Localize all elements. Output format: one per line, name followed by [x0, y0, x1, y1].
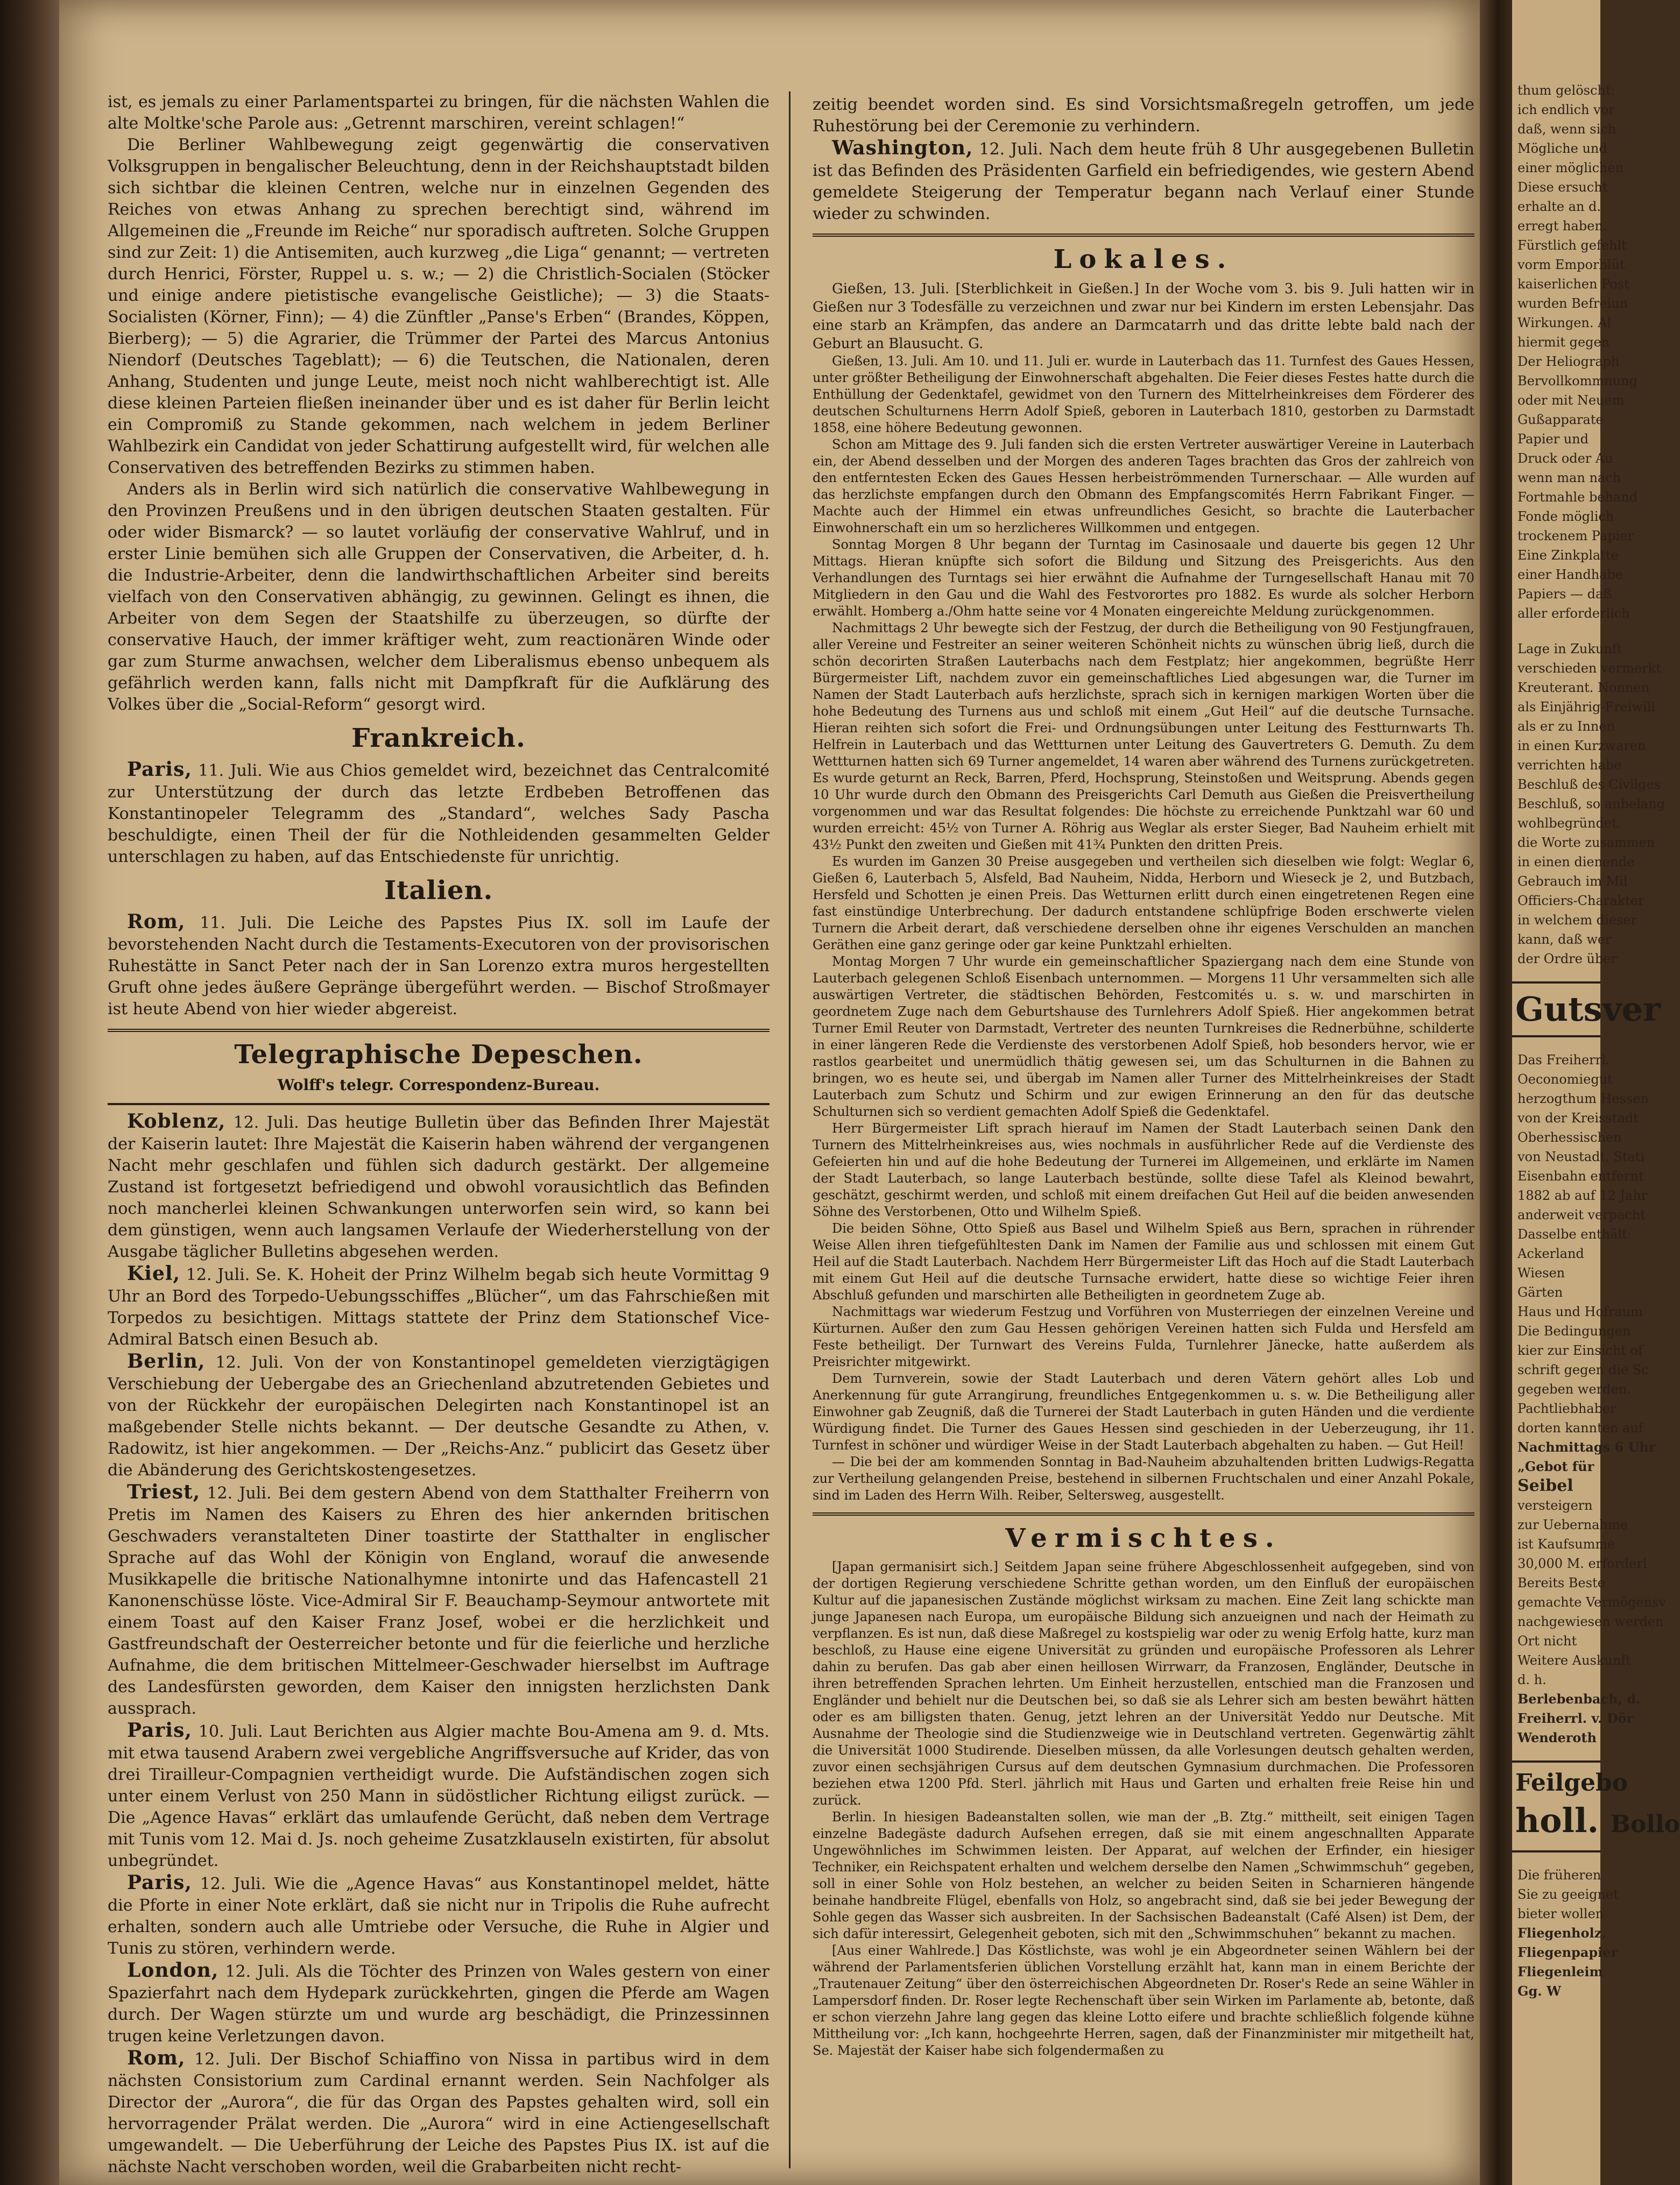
local-paragraph: — Die bei der am kommenden Sonntag in Bad-Nauheim abzuhaltenden britten Ludwigs-Regatta zur Vertheilung gelangenden Preise, bestehend in silbernen Fruchtschalen und einer Anzahl Pokale, sind im Laden des Herrn Wilh. Reiber, Seltersweg, ausgestellt. — [813, 1454, 1474, 1503]
article-paragraph: Anders als in Berlin wird sich natürlich die conservative Wahlbewegung in den Provinzen Preußens und in den übrigen deutschen Staaten gestalten. Für oder wider Bismarck? — so lautet vorläufig der conservative Wahlruf, und in erster Linie bemühen sich alle Gruppen der Conservativen, die Arbeiter, d. h. die Industrie-Arbeiter, denn die landwirthschaftlichen Arbeiter sind bereits vielfach von den Conservativen abhängig, zu gewinnen. Gelingt es ihnen, die Arbeiter von dem Segen der Staatshilfe zu überzeugen, so dürfte der conservative Hauch, der immer kräftiger weht, zum reactionären Winde oder gar zum Sturme anwachsen, welcher dem Liberalismus ebenso unbequem als gefährlich werden kann, falls nicht mit Dampfkraft für die Aufklärung des Volkes über die „Social-Reform“ gesorgt wird. — [108, 480, 770, 714]
page-gutter — [1480, 0, 1512, 2185]
misc-paragraph: [Japan germanisirt sich.] Seitdem Japan seine frühere Abgeschlossenheit aufgegeben, sind von der dortigen Regierung verschiedene Schritte gethan worden, um den Einfluß der europäischen Kultur auf die japanesischen Zustände möglichst wirksam zu machen. Eine Zeit lang schickte man junge Japanesen nach Europa, um europäische Bildung sich anzueignen und nach der Heimath zu verpflanzen. Es ist nun, daß diese Maßregel zu kostspielig war oder zu wenig Erfolg hatte, kurz man beschloß, zu Hause eine eigene Universität zu gründen und europäische Professoren als Lehrer dahin zu berufen. Das gab aber einen heillosen Wirrwarr, da Franzosen, Engländer, Deutsche in ihren betreffenden Sprachen lehrten. Um Einheit herzustellen, entschied man die Franzosen und Engländer und behielt nur die Deutschen bei, so daß sie als Lehrer sich am besten bewährt hätten oder es am billigsten thaten. Genug, jetzt lehren an der Universität Yeddo nur Deutsche. Mit Ausnahme der Theologie sind die Studienzweige wie in Deutschland vertreten. Gegenwärtig zählt die Universität 1000 Studirende. Dieselben müssen, da alle Vorlesungen deutsch gehalten werden, zuvor einen sechsjährigen Cursus auf dem deutschen Gymnasium durchmachen. Die Professoren beziehen etwa 1200 Pfd. Sterl. jährlich mit Haus und Garten und erhalten freie Reise hin und zurück. — [813, 1559, 1474, 1808]
dispatch-text: 12. Juli. Das heutige Bulletin über das Befinden Ihrer Majestät der Kaiserin lautet: Ihre Majestät die Kaiserin haben während der vergangenen Nacht mehr geschlafen und fühlen sich dadurch gestärkt. Der allgemeine Zustand ist fortgesetzt befriedigend und obwohl vorausichtlich das Befinden noch mancherlei kleinen Schwankungen unterworfen sein wird, so kann bei dem günstigen, wenn auch langsamen Verlaufe der Wiederherstellung von der Ausgabe täglicher Bulletins abgesehen werden. — [108, 1113, 770, 1261]
next-page-text-bottom: Die früheren Sie zu geeignet bieter wollen Fliegenholz, Fliegenpapier Fliegenleim Gg. W — [1517, 1868, 1619, 1999]
local-paragraph: Gießen, 13. Juli. Am 10. und 11. Juli er. wurde in Lauterbach das 11. Turnfest des Gaues Hessen, unter größter Betheiligung der Einwohnerschaft abgehalten. Die Feier dieses Festes hatte durch die Enthüllung der Gedenktafel, gewidmet von den Turnern des Mittelrheinkreises dem Förderer des deutschen Schulturnens Herrn Adolf Spieß, geboren in Lauterbach 1810, gestorben zu Darmstadt 1858, eine höhere Bedeutung gewonnen. — [813, 353, 1474, 435]
local-paragraph: Schon am Mittage des 9. Juli fanden sich die ersten Vertreter auswärtiger Vereine in Lauterbach ein, der Abend desselben und der Morgen des anderen Tages brachten das Gros der zahlreich von den entferntesten Ecken des Gaues Hessen herbeiströmmenden Turnerschaar. — Alle wurden auf das herzlichste empfangen durch den Obmann des Empfangscomités Herrn Fabrikant Finger. — Machte auch der Himmel ein etwas unfreundliches Gesicht, so brachte die Lauterbacher Einwohnerschaft ein um so herzlicheres Willkommen und entgegen. — [813, 437, 1474, 535]
misc-paragraph: Berlin. In hiesigen Badeanstalten sollen, wie man der „B. Ztg.“ mittheilt, seit einigen Tagen einzelne Badegäste dadurch Aufsehen erregen, daß sie mit einem angeschnallten Apparate Ungewöhnliches im Schwimmen leisten. Der Apparat, auf welchen der Erfinder, ein hiesiger Techniker, ein Reichspatent erhalten und welchem derselbe den Namen „Schwimmschuh“ gegeben, soll in einer Sohle von Holz bestehen, an welcher zu beiden Seiten in Scharnieren hängende beinahe handbreite Flügel, ebenfalls von Holz, so angebracht sind, daß sie bei jeder Bewegung der Sohle gegen das Wasser sich ausbreiten. In der Sachsischen Badeanstalt (Café Alsen) ist Dem, der sich dafür interessirt, Gelegenheit geboten, sich mit den „Schwimmschuhen“ bekannt zu machen. — [813, 1809, 1474, 1941]
telegraph-bureau: Wolff's telegr. Correspondenz-Bureau. — [277, 1076, 600, 1094]
dateline-place: Kiel, — [127, 1262, 181, 1285]
article-continuation: zeitig beendet worden sind. Es sind Vorsichtsmaßregeln getroffen, um jede Ruhestörung bei der Ceremonie zu verhindern. — [813, 95, 1474, 136]
dispatch-text: 12. Juli. Nach dem heute früh 8 Uhr ausgegebenen Bulletin ist das Befinden des Präsidenten Garfield ein befriedigendes, wie gestern Abend gemeldete Steigerung der Temperatur begann nach Verlauf einer Stunde wieder zu schwinden. — [813, 140, 1474, 223]
dispatch — [108, 1960, 770, 2047]
book-binding — [0, 0, 59, 2185]
dispatch-text: 12. Juli. Se. K. Hoheit der Prinz Wilhelm begab sich heute Vormittag 9 Uhr an Bord des Torpedo-Uebungsschiffes „Blücher“, um das Fahrschießen mit Torpedos zu besichtigen. Mittags stattete der Prinz dem Stationschef Vice-Admiral Batsch einen Besuch ab. — [108, 1265, 770, 1349]
local-paragraph: Die beiden Söhne, Otto Spieß aus Basel und Wilhelm Spieß aus Bern, sprachen in rührender Weise Allen ihren tiefgefühltesten Dank im Namen der Familie aus und schlossen mit einem Gut Heil auf die Stadt Lauterbach. Nachdem Herr Bürgermeister Lift das Hoch auf die Stadt Lauterbach mit einem Gut Heil auf die deutsche Turnsache erwidert, hatte diese so wichtige Feier ihren Abschluß gefunden und marschirten alle Betheiligten in geordnetem Zuge ab. — [813, 1221, 1474, 1303]
next-page-edge — [1512, 0, 1680, 2185]
ad-heading: Feilgebo — [1515, 1769, 1628, 1797]
dispatch-text: 12. Juli. Von der von Konstantinopel gemeldeten vierzigtägigen Verschiebung der Uebergabe des an Griechenland abzutretenden Gebietes und von der Rückkehr der europäischen Delegirten nach Konstantinopel ist an maßgebender Stelle nichts bekannt. — Der deutsche Gesandte zu Athen, v. Radowitz, ist hier angekommen. — Der „Reichs-Anz.“ publicirt das Gesetz über die Abänderung des Gerichtskostengesetzes. — [108, 1353, 770, 1480]
section-rule — [813, 234, 1474, 237]
dispatch — [108, 1263, 770, 1350]
article-paragraph: Die Berliner Wahlbewegung zeigt gegenwärtig die conservativen Volksgruppen in bengalischer Beleuchtung, denn in der Reichshauptstadt bilden sich sichtbar die kleinen Centren, welche nur in einzelnen Gegenden des Reiches von etwas Anhang zu sprechen berechtigt sind, während im Allgemeinen die „Freunde im Reiche“ nur sporadisch auftreten. Solche Gruppen sind zur Zeit: 1) die Antisemiten, auch kurzweg „die Liga“ genannt; — vertreten durch Henrici, Förster, Ruppel u. s. w.; — 2) die Christlich-Socialen (Stöcker und einige andere pietistische evangelische Geistliche); — 3) die Staats-Socialisten (Körner, Finn); — 4) die Zünftler „Panse's Erben“ (Brandes, Köppen, Bierberg); — 5) die Agrarier, die Trümmer der Partei des Marcus Antonius Niendorf (Deutsches Tageblatt); — 6) die Teutschen, die Nationalen, deren Anhang, Studenten und junge Leute, meist noch nicht wahlberechtigt ist. Alle diese kleinen Parteien fließen ineinander über und es ist daher für Berlin leicht ein Compromiß zu Stande gekommen, nach welchem in jedem Berliner Wahlbezirk ein Candidat von jeder Schattirung aufgestellt wird, für welchen alle Conservativen des betreffenden Bezirks zu stimmen haben. — [108, 136, 770, 477]
dateline-place: London, — [127, 1959, 219, 1982]
news-text: 11. Juli. Die Leiche des Papstes Pius IX. soll im Laufe der bevorstehenden Nacht durch die Testaments-Executoren von der provisorischen Ruhestätte in Sanct Peter nach der in San Lorenzo extra muros hergestellten Gruft ohne jedes äußere Gepränge übergeführt werden. — Bischof Stroßmayer ist heute Abend von hier wieder abgereist. — [108, 914, 770, 1019]
dispatch — [108, 1720, 770, 1872]
advertisement — [1512, 1760, 1680, 1852]
dateline-place: Washington, — [832, 137, 973, 159]
local-paragraph: Montag Morgen 7 Uhr wurde ein gemeinschaftlicher Spaziergang nach dem eine Stunde von Lauterbach gelegenen Schloß Eisenbach unternommen. — Morgens 11 Uhr versammelten sich alle auswärtigen Vertreter, die städtischen Behörden, Festcomités u. s. w. und marschirten in geordnetem Zuge nach dem Geburtshause des Turnlehrers Adolf Spieß. Hier angekommen betrat Turner Emil Reuter von Darmstadt, Vertreter des neunten Turnkreises die Rednerbühne, schilderte in einer längeren Rede die Verdienste des verstorbenen Adolf Spieß, hob besonders hervor, wie er rastlos gearbeitet und unermüdlich thätig gewesen sei, um das Schulturnen in die Bahnen zu bringen, wo es heute sei, und übergab im Namen aller Turner des Mittelrheinkreises der Stadt Lauterbach zum Schutz und Schirm und zur ewigen Erinnerung an den für das deutsche Schulturnen sich so verdient gemachten Adolf Spieß die Gedenktafel. — [813, 954, 1474, 1119]
next-page-text-top: thum gelöscht: ich endlich vor daß, wenn sich Mögliche und einer möglichen Diese ersucht erhalte an d. erregt haben. Fürstlich gefehlt vorm Emporblüt kaiserlichen Post wurden Befreiun Wirkungen. Al hiermit gegen Der Heliograph Bervollkommnung oder mit Neuem Gußapparate Papier und Druck oder Au wenn man nach Fortmahle behand Fonde möglich trockenem Papier Eine Zinkplatte einer Handhabe Papiers — daß aller erforderlich — [1517, 83, 1638, 621]
column-divider — [789, 91, 790, 2168]
section-heading-local: Lokales. — [1053, 244, 1234, 274]
dateline-place: Triest, — [127, 1481, 201, 1503]
dispatch — [108, 1481, 770, 1720]
local-paragraph: Dem Turnverein, sowie der Stadt Lauterbach und deren Vätern gehört alles Lob und Anerkennung für gute Arrangirung, freundliches Entgegenkommen u. s. w. Die Betheiligung aller Einwohner gab Zeugniß, daß die Turnerei der Stadt Lauterbach in guten Händen und die verdiente Würdigung findet. Die Turner des Gaues Hessen sind geschieden in der Ueberzeugung, ihr 11. Turnfest in schöner und würdiger Weise in der Stadt Lauterbach abgehalten zu haben. — Gut Heil! — [813, 1371, 1474, 1453]
section-heading-telegraph: Telegraphische Depeschen. — [234, 1040, 643, 1070]
section-rule — [108, 1103, 770, 1105]
dateline-place: Paris, — [127, 758, 192, 781]
dateline-place: Berlin, — [127, 1350, 206, 1373]
next-page-text-mid: Lage in Zukunft verschieden vermerkt Kreuterant. Nonnen als Einjährig-Freiwill als er zu Innen in einen Kurzwaren verrichten habe Beschluß des Civilges Beschluß, so anbelang wohlbegründet. die Worte zusammen in einen dienende Gebrauch im Mil Officiers-Charakter in welchem dieser kann, daß wer der Ordre über — [1517, 641, 1665, 966]
local-paragraph: Nachmittags 2 Uhr bewegte sich der Festzug, der durch die Betheiligung von 90 Festjungfrauen, aller Vereine und Festreiter an seiner weiteren Schönheit nichts zu wünschen übrig ließ, durch die schön decorirten Straßen Lauterbachs nach dem Festplatz; hier angekommen, begrüßte Herr Bürgermeister Lift, nachdem zuvor ein gemeinschaftliches Lied abgesungen war, die Turner im Namen der Stadt Lauterbach aufs herzlichste, sprach sich in kernigen markigen Worten über die hohe Bedeutung des Turnens aus und schloß mit einem „Gut Heil“ auf die deutsche Turnsache. Hieran reihten sich sofort die Frei- und Ordnungsübungen unter Leitung des Festturnwarts Th. Helfrein in Lauterbach und das Wettturnen unter Leitung des Gauvertreters G. Demuth. Zu dem Wettturnen hatten sich 69 Turner angemeldet, 14 waren aber während des Turnens zurückgetreten. Es wurde geturnt an Reck, Barren, Pferd, Hochsprung, Steinstoßen und Weitsprung. Abends gegen 10 Uhr wurde durch den Obmann des Preisgerichts Carl Demuth aus Gießen die Preisvertheilung vorgenommen und war das Resultat folgendes: Die höchste zu erreichende Punktzahl war 60 und wurden erreicht: 45½ von Turner A. Röhrig aus Weglar als erster Sieger, Bad Nauheim erhielt mit 43½ Punkt den zweiten und Gießen mit 41¾ Punkten den dritten Preis. — [813, 620, 1474, 852]
dateline-place: Koblenz, — [127, 1110, 226, 1133]
dispatch — [108, 1350, 770, 1481]
ad-heading: holl. Bollo — [1515, 1801, 1680, 1840]
local-paragraph: Sonntag Morgen 8 Uhr begann der Turntag im Casinosaale und dauerte bis gegen 12 Uhr Mittags. Hieran knüpfte sich sofort die Bildung und Sitzung des Preisgerichts. Aus den Verhandlungen des Turntags sei hier erwähnt die Aufnahme der Turngesellschaft Hanau mit 70 Mitgliedern in den Gau und die Wahl des Festvorortes pro 1882. Es wurde als solcher Herborn erwählt. Homberg a./Ohm hatte seine vor 4 Monaten eingereichte Meldung zurückgenommen. — [813, 537, 1474, 619]
section-rule — [108, 1029, 770, 1032]
dispatch-text: 12. Juli. Bei dem gestern Abend von dem Statthalter Freiherrn von Pretis im Namen des Kaisers zu Ehren des hier ankernden britischen Geschwaders veranstalteten Diner toastirte der Statthalter in englischer Sprache auf das Wohl der Königin von England, worauf die anwesende Musikkapelle die britische Nationalhymne intonirte und das Hafencastell 21 Kanonenschüsse löste. Vice-Admiral Sir F. Beauchamp-Seymour antwortete mit einem Toast auf den Kaiser Franz Josef, wobei er die herzlichkeit und Gastfreundschaft der Oesterreicher betonte und für die feierliche und herzliche Aufnahme, die dem britischen Mittelmeer-Geschwader hierselbst im Auftrage des Landesfürsten geworden, dem Kaiser den innigsten herzlichsten Dank aussprach. — [108, 1484, 770, 1718]
news-item — [108, 911, 770, 1020]
local-paragraph: Gießen, 13. Juli. [Sterblichkeit in Gießen.] In der Woche vom 3. bis 9. Juli hatten wir in Gießen nur 3 Todesfälle zu verzeichnen und zwar nur bei Kindern im ersten Lebensjahr. Das eine starb an Krämpfen, das andere an Darmcatarrh und das dritte lebte bald nach der Geburt an Blausucht. G. — [813, 281, 1474, 352]
local-paragraph: Nachmittags war wiederum Festzug und Vorführen von Musterriegen der einzelnen Vereine und Kürturnen. Außer den zum Gau Hessen gehörigen Vereinen hatten sich Fulda und Hersfeld am Feste betheiligt. Der Turnwart des Vereins Fulda, Turnlehrer Jänecke, hatte außerdem als Preisrichter mitgewirkt. — [813, 1304, 1474, 1369]
left-column — [108, 91, 770, 2178]
dateline-place: Rom, — [127, 910, 186, 933]
dateline-place: Paris, — [127, 1871, 192, 1894]
local-paragraph: Herr Bürgermeister Lift sprach hierauf im Namen der Stadt Lauterbach seinen Dank den Turnern des Mittelrheinkreises aus, wies nochmals in ausführlicher Rede auf die Verdienste des Gefeierten hin und auf die hohe Bedeutung der Turnerei im Allgemeinen, und erklärte im Namen der Stadt Lauterbach, so lange Lauterbach bestünde, sollte diese Tafel als Kleinod bewahrt, geschätzt, geschirmt werden, und schloß mit einem dreifachen Gut Heil auf die beiden anwesenden Söhne des Verstorbenen, Otto und Wilhelm Spieß. — [813, 1121, 1474, 1219]
dispatch-text: 12. Juli. Als die Töchter des Prinzen von Wales gestern von einer Spazierfahrt nach dem Hydepark zurückkehrten, gingen die Pferde am Wagen durch. Der Wagen stürzte um und wurde arg beschädigt, die Prinzessinnen trugen keine Verletzungen davon. — [108, 1962, 770, 2046]
dispatch-text: 10. Juli. Laut Berichten aus Algier machte Bou-Amena am 9. d. Mts. mit etwa tausend Arabern zwei vergebliche Angriffsversuche auf Krider, das von drei Tirailleur-Compagnien vertheidigt wurde. Die Aufständischen zogen sich unter einem Verlust von 250 Mann in südöstlicher Richtung eiligst zurück. — Die „Agence Havas“ erklärt das umlaufende Gerücht, daß neben dem Vertrage mit Tunis vom 12. Mai d. Js. noch geheime Zusatzklauseln existirten, für absolut unbegründet. — [108, 1722, 770, 1870]
news-text: 11. Juli. Wie aus Chios gemeldet wird, bezeichnet das Centralcomité zur Unterstützung der durch das letzte Erdbeben Betroffenen das Konstantinopeler Telegramm des „Standard“, welches Sady Pascha beschuldigte, einen Theil der für die Nothleidenden gesammelten Gelder unterschlagen zu haben, auf das Entschiedenste für unrichtig. — [108, 761, 770, 866]
section-heading-italy: Italien. — [384, 875, 493, 906]
dispatch — [813, 137, 1474, 225]
right-column — [813, 94, 1474, 2059]
local-paragraph: Es wurden im Ganzen 30 Preise ausgegeben und vertheilen sich dieselben wie folgt: Weglar 6, Gießen 6, Lauterbach 5, Alsfeld, Bad Nauheim, Nidda, Herborn und Wieseck je 2, und Butzbach, Hersfeld und Schotten je einen Preis. Das Wetturnen erlitt durch einen eingetretenen Regen eine fast einstündige Unterbrechung. Der dadurch entstandene schlüpfrige Boden erschwerte vielen Turnern die Arbeit derart, daß verschiedene derselben ohne ihr eigenes Verschulden an manchen Geräthen eine ganz geringe oder gar keine Punktzahl erhielten. — [813, 854, 1474, 952]
dispatch-text: 12. Juli. Der Bischof Schiaffino von Nissa in partibus wird in dem nächsten Consistorium zum Cardinal ernannt werden. Sein Nachfolger als Director der „Aurora“, die für das Organ des Papstes gehalten wird, soll ein hervorragender Prälat werden. Die „Aurora“ wird in eine Actiengesellschaft umgewandelt. — Die Ueberführung der Leiche des Papstes Pius IX. ist auf die nächste Nacht verschoben worden, weil die Grabarbeiten nicht recht- — [108, 2050, 770, 2176]
dispatch-text: 12. Juli. Wie die „Agence Havas“ aus Konstantinopel meldet, hätte die Pforte in einer Note erklärt, daß sie nicht nur in Tripolis die Ruhe aufrecht erhalten, sondern auch alle Umtriebe oder Versuche, die Ruhe in Algier und Tunis zu stören, verhindern werde. — [108, 1875, 770, 1958]
news-item — [108, 759, 770, 868]
ad-heading: Gutsver — [1515, 989, 1661, 1029]
section-heading-misc: Vermischtes. — [1005, 1523, 1282, 1553]
ad-body: Das Freiherrl. Oeconomiegut herzogthum Hessen von der Kreisstadt Oberhessischen von Neustadt, Stati Eisenbahn entfernt 1882 ab auf 12 Jahr anderweit verpacht Dasselbe enthält: Ackerland Wiesen Gärten Haus und Hofraum Die Bedingungen kier zur Einsicht of schrift gegen die Sc gegeben werden. Pachtliebhaber dorten kannten auf Nachmittags 6 Uhr „Gebot für Seibel versteigern zur Uebernahme ist Kaufsumme 30,000 M. erforderl Bereits Beste gemachte Vermögensv nachgewiesen werden Ort nicht Weitere Auskunft d. h. Berlebenbach, d. Freiherrl. v. Dör Wenderoth — [1517, 1052, 1666, 1745]
dispatch — [108, 2047, 770, 2178]
dateline-place: Rom, — [127, 2047, 186, 2069]
article-paragraph: ist, es jemals zu einer Parlamentspartei zu bringen, für die nächsten Wahlen die alte Moltke'sche Parole aus: „Getrennt marschiren, vereint schlagen!“ — [108, 93, 770, 133]
section-heading-france: Frankreich. — [351, 723, 526, 753]
dispatch — [108, 1872, 770, 1960]
misc-paragraph: [Aus einer Wahlrede.] Das Köstlichste, was wohl je ein Abgeordneter seinen Wählern bei der während der Parlamentsferien üblichen Vorstellung erzählt hat, kann man in einem Berichte der „Trautenauer Zeitung“ über den österreichischen Abgeordneten Dr. Roser's Rede an seine Wähler in Lampersdorf finden. Dr. Roser legte Rechenschaft über sein Wirken im Parlamente ab, betonte, daß er schon vierzehn Jahre lang gegen das kleine Lotto eifere und brachte schließlich folgende kühne Mittheilung vor: „Ich kann, hochgeehrte Herren, sagen, daß der Finanzminister mir mitgetheilt hat, Se. Majestät der Kaiser habe sich folgendermaßen zu — [813, 1943, 1474, 2058]
section-rule — [813, 1512, 1474, 1516]
dateline-place: Paris, — [127, 1719, 192, 1742]
advertisement — [1512, 981, 1661, 1037]
dispatch — [108, 1111, 770, 1263]
